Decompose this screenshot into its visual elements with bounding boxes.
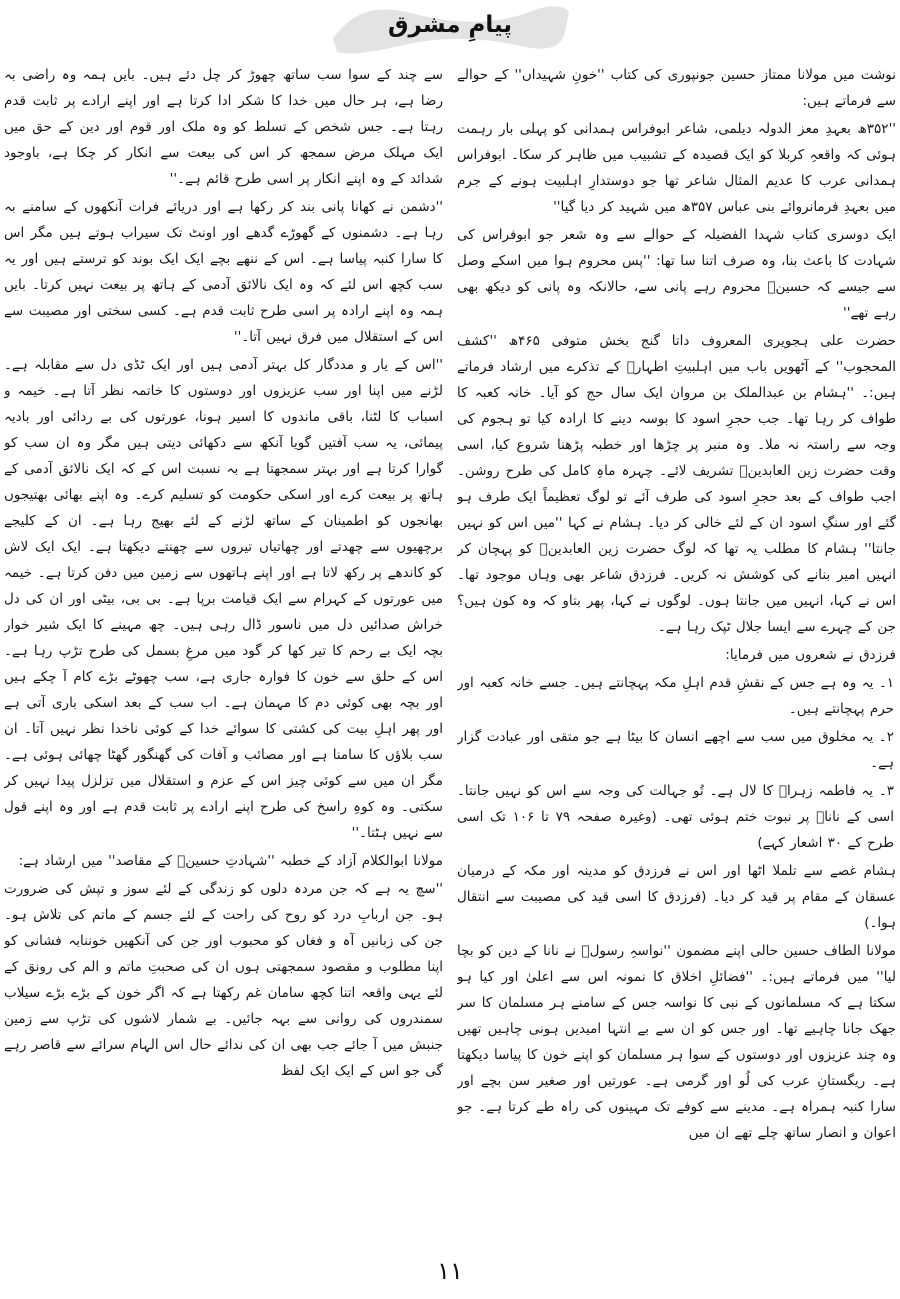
paragraph: نوشت میں مولانا ممتاز حسین جونپوری کی کتاب ''خونِ شہیداں'' کے حوالے سے فرماتے ہیں:	[457, 67, 896, 109]
paragraph: ''دشمن نے کھانا پانی بند کر رکھا ہے اور دریائے فرات آنکھوں کے سامنے بہ رہا ہے۔ دشمنوں کے گھوڑے گدھے اور اونٹ تک سیراب ہوتے ہیں مگر اس کا سارا کنبہ پیاسا ہے۔ اس کے ننھے بچے ایک ایک بوند کو ترستے ہیں اور یہ سب کچھ اس لئے کہ وہ ایک نالائق آدمی کے ہاتھ پر بیعت نہیں کرتا۔ بایں ہمہ وہ اپنے ارادہ پر اسی طرح ثابت قدم ہے۔ کسی سختی اور مصیبت سے اس کے استقلال میں فرق نہیں آتا۔''	[4, 199, 443, 345]
paragraph: ''سچ یہ ہے کہ جن مردہ دلوں کو زندگی کے لئے سوز و تپش کی ضرورت ہو۔ جن اربابِ درد کو روح کی راحت کے لئے جسم کے ماتم کی تلاش ہو۔ جن کی زبانیں آہ و فغاں کو محبوب اور جن کی آنکھیں خوننابہ فشانی کو اپنا مطلوب و مقصود سمجھتی ہوں ان کی صحبتِ ماتم و الم کی رونق کے لئے یہی واقعہ اتنا کچھ سامان غم رکھتا ہے کہ اگر خون کے بڑے بڑے سیلاب سمندروں کی روانی سے بہہ جائیں۔ بے شمار لاشوں کی تڑپ سے زمین جنبش میں آ جائے جب بھی ان کی ندائے حال اس الہام سرائے سے قاصر رہے گی جو اس کے ایک ایک لفظ	[4, 881, 443, 1079]
text-body	[4, 62, 896, 1240]
page-number: ۱۱	[437, 1257, 463, 1285]
column-right	[457, 62, 896, 1240]
column-left	[4, 62, 443, 1240]
paragraph: ہشام غصے سے تلملا اٹھا اور اس نے فرزدق کو مدینہ اور مکہ کے درمیان عسقان کے مقام پر قید کر دیا۔ (فرزدق کا اسی قید کی مصیبت سے انتقال ہوا۔)	[457, 863, 896, 931]
paragraph: ایک دوسری کتاب شہدا الفضیلہ کے حوالے سے وہ شعر جو ابوفراس کی شہادت کا باعث بنا، وہ صرف اتنا سا تھا: ''پس محروم ہوا میں اسکے وصل سے جیسے کہ حسینؑ محروم رہے پانی سے، حالانکہ وہ پانی کو دیکھ بھی رہے تھے''	[457, 227, 896, 321]
masthead-ribbon	[325, 2, 575, 56]
paragraph: مولانا ابوالکلام آزاد کے خطبہ ''شہادتِ حسینؑ کے مقاصد'' میں ارشاد ہے:	[18, 853, 443, 869]
paragraph: حضرت علی ہجویری المعروف داتا گنج بخش متوفی ۴۶۵ھ ''کشف المحجوب'' کے آٹھویں باب میں اہلبیتِ اطہارؑ کے تذکرے میں ارشاد فرماتے ہیں:۔ ''ہشام بن عبدالملک بن مروان ایک سال حج کو آیا۔ خانہ کعبہ کا طواف کر رہا تھا۔ جب حجرِ اسود کا بوسہ دینے کا ارادہ کیا تو ہجوم کی وجہ سے راستہ نہ ملا۔ وہ منبر پر چڑھا اور خطبہ پڑھنا شروع کیا، اسی وقت حضرت زین العابدینؑ تشریف لائے۔ چہرہ ماہِ کامل کی طرح روشن۔ اجب طواف کے بعد حجرِ اسود کی طرف آئے تو لوگ تعظیماً ایک طرف ہو گئے اور سنگِ اسود ان کے لئے خالی کر دیا۔ ہشام نے کہا ''میں اس کو نہیں جانتا'' ہشام کا مطلب یہ تھا کہ لوگ حضرت زین العابدینؑ کو پہچان کر انہیں امیر بنانے کی کوشش نہ کریں۔ فرزدق شاعر بھی وہاں موجود تھا۔ اس نے کہا، انہیں میں جانتا ہوں۔ لوگوں نے کہا، پھر بتاو کہ وہ کون ہیں؟ جن کے چہرے سے ایسا جلال ٹپک رہا ہے۔	[457, 333, 896, 635]
paragraph: مولانا الطاف حسین حالی اپنے مضمون ''نواسہِ رسولؐ نے نانا کے دین کو بچا لیا'' میں فرماتے ہیں:۔ ''فضائلِ اخلاق کا نمونہ اس سے اعلیٰ اور کیا ہو سکتا ہے کہ مسلمانوں کے نبی کا نواسہ جس کے سامنے ہر مسلمان کا سر جھک جانا چاہیے تھا۔ اور جس کو ان سے بے انتہا امیدیں ہونی چاہیں تھیں وہ چند عزیزوں اور دوستوں کے سوا ہر مسلمان کو اپنے خون کا پیاسا دیکھتا ہے۔ ریگستانِ عرب کی لُو اور گرمی ہے۔ عورتیں اور صغیر سن بچے اور سارا کنبہ ہمراہ ہے۔ مدینے سے کوفے تک مہینوں کی راہ طے کرتا ہے۔ جو اعوان و انصار ساتھ چلے تھے ان میں	[457, 943, 896, 1141]
paragraph: ۲۔ یہ مخلوق میں سب سے اچھے انسان کا بیٹا ہے جو متقی اور عبادت گزار ہے۔	[457, 729, 894, 771]
paragraph: ''۳۵۲ھ بعہدِ معز الدولہ دیلمی، شاعر ابوفراس ہمدانی کو پہلی بار رہمت ہوئی کہ واقعہِ کربلا کو ایک قصیدہ کے تشبیب میں ظاہر کر سکا۔ ابوفراس ہمدانی عرب کا عدیم المثال شاعر تھا جو دوستدارِ اہلبیت ہونے کے جرم میں بعہدِ فرمانروائے بنی عباس ۳۵۷ھ میں شہید کر دیا گیا''	[457, 121, 896, 215]
masthead-title: پیامِ مشرق	[387, 12, 513, 38]
page-footer	[0, 1257, 900, 1285]
paragraph: ۱۔ یہ وہ ہے جس کے نقشِ قدم اہلِ مکہ پہچانتے ہیں۔ جسے خانہ کعبہ اور حرم پہچانتے ہیں۔	[457, 675, 894, 717]
paragraph: ۳۔ یہ فاطمہ زہراؑ کا لال ہے۔ تُو جہالت کی وجہ سے اس کو نہیں جانتا۔ اسی کے ناناؐ پر نبوت ختم ہوئی تھی۔ (وغیرہ صفحہ ۷۹ تا ۱۰۶ تک اسی طرح کے ۳۰ اشعار کہے)	[457, 783, 894, 851]
paragraph: ''اس کے یار و مددگار کل بہتر آدمی ہیں اور ایک ٹڈی دل سے مقابلہ ہے۔ لڑنے میں اپنا اور سب عزیزوں اور دوستوں کا خاتمہ نظر آتا ہے۔ خیمہ و اسباب کا لٹنا، باقی ماندوں کا اسیر ہونا، عورتوں کی بے ردائی اور بادیہ پیمائی، یہ سب آفتیں گویا آنکھ سے دکھائی دیتی ہیں مگر وہ ان سب کو گوارا کرتا ہے اور بہتر سمجھتا ہے بہ نسبت اس کے کہ ایک نالائق آدمی کے ہاتھ پر بیعت کرے اور اسکی حکومت کو تسلیم کرے۔ وہ اپنے بھائی بھتیجوں بھانجوں کو اطمینان کے ساتھ لڑنے کے لئے بھیج رہا ہے۔ ان کے کلیجے برچھیوں سے چھدتے اور چھاتیاں تیروں سے چھنتے دیکھتا ہے۔ ایک ایک لاش کو کاندھے پر رکھ لاتا ہے اور اپنے ہاتھوں سے زمین میں دفن کرتا ہے۔ خیمہ میں عورتوں کے کہرام سے ایک قیامت برپا ہے۔ بی بی، بیٹی اور ان کی دل خراش صدائیں دل میں ناسور ڈال رہی ہیں۔ چھ مہینے کا ایک شیر خوار بچہ ایک بے رحم کا تیر کھا کر گود میں مرغِ بسمل کی طرح تڑپ رہا ہے۔ اس کے حلق سے خون کا فوارہ جاری ہے، سب چھوٹے بڑے کام آ چکے ہیں اور بچہ بھی کوئی دم کا مہمان ہے۔ اب سب کے بعد اسکی باری آتی ہے اور پھر اہلِ بیت کی کشتی کا سوائے خدا کے کوئی ناخدا نظر نہیں آتا۔ ان سب بلاؤں کا سامنا ہے اور مصائب و آفات کی گھنگور گھٹا چھائی ہوئی ہے۔ مگر ان میں سے کوئی چیز اس کے عزم و استقلال میں تزلزل پیدا نہیں کر سکتی۔ وہ کوہِ راسخ کی طرح اپنے ارادے پر ثابت قدم ہے اور وہ اپنے قول سے نہیں ہٹتا۔''	[4, 357, 443, 841]
paragraph: سے چند کے سوا سب ساتھ چھوڑ کر چل دئے ہیں۔ بایں ہمہ وہ راضی بہ رضا ہے، ہر حال میں خدا کا شکر ادا کرتا ہے اور اپنے ارادے پر ثابت قدم رہتا ہے۔ جس شخص کے تسلط کو وہ ملک اور قوم اور دین کے حق میں ایک مہلک مرض سمجھ کر اس کی بیعت سے انکار کر چکا ہے، باوجود شدائد کے وہ اپنے انکار پر اسی طرح قائم ہے۔''	[4, 67, 443, 187]
paragraph: فرزدق نے شعروں میں فرمایا:	[725, 647, 896, 663]
masthead	[0, 2, 900, 58]
